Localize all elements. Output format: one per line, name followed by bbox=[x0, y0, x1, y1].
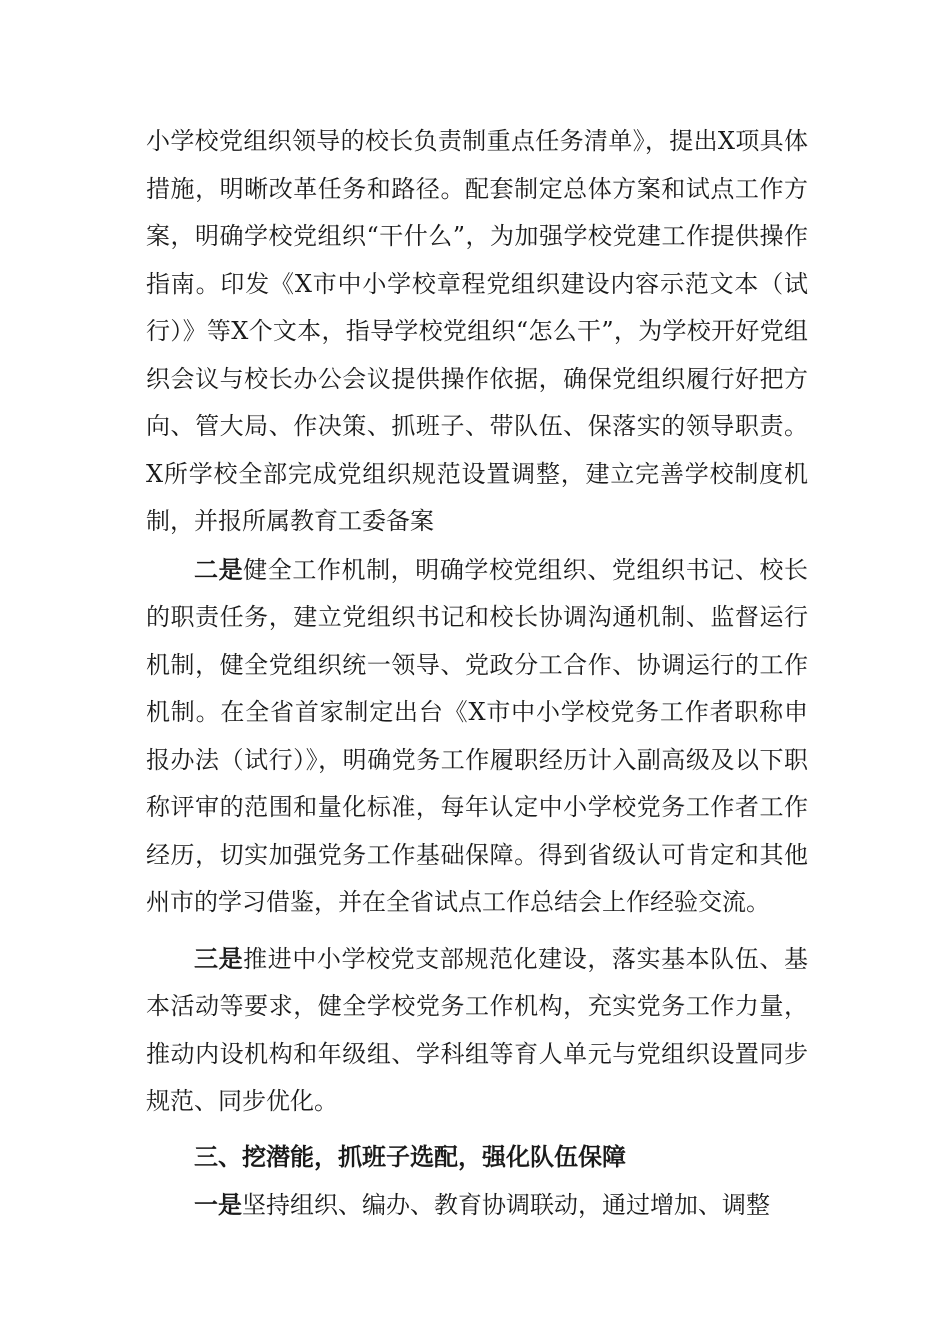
paragraph-continuation bbox=[146, 118, 808, 546]
paragraph-text: 小学校党组织领导的校长负责制重点任务清单》，提出X项具体措施，明晰改革任务和路径。配套制定总体方案和试点工作方案，明确学校党组织“干什么”，为加强学校党建工作提供操作指南。印发《X市中小学校章程党组织建设内容示范文本（试行）》等X个文本，指导学校党组织“怎么干”，为学校开好党组织会议与校长办公会议提供操作依据，确保党组织履行好把方向、管大局、作决策、抓班子、带队伍、保落实的领导职责。X所学校全部完成党组织规范设置调整，建立完善学校制度机制，并报所属教育工委备案 bbox=[146, 127, 808, 535]
paragraph-item-3 bbox=[146, 935, 808, 1126]
paragraph-item-2 bbox=[146, 546, 808, 927]
document-body bbox=[146, 118, 808, 1230]
paragraph-text: 坚持组织、编办、教育协调联动，通过增加、调整 bbox=[242, 1191, 770, 1219]
paragraph-lead: 一是 bbox=[194, 1190, 242, 1219]
paragraph-lead: 三是 bbox=[194, 943, 244, 973]
paragraph-lead: 二是 bbox=[194, 554, 244, 584]
section-heading: 三、挖潜能，抓班子选配，强化队伍保障 bbox=[194, 1142, 626, 1171]
paragraph-text: 健全工作机制，明确学校党组织、党组织书记、校长的职责任务，建立党组织书记和校长协调沟通机制、监督运行机制，健全党组织统一领导、党政分工合作、协调运行的工作机制。在全省首家制定出台《X市中小学校党务工作者职称申报办法（试行）》，明确党务工作履职经历计入副高级及以下职称评审的范围和量化标准，每年认定中小学校党务工作者工作经历，切实加强党务工作基础保障。得到省级认可肯定和其他州市的学习借鉴，并在全省试点工作总结会上作经验交流。 bbox=[146, 555, 809, 916]
paragraph-item-1 bbox=[146, 1181, 808, 1230]
paragraph-text: 推进中小学校党支部规范化建设，落实基本队伍、基本活动等要求，健全学校党务工作机构，充实党务工作力量，推动内设机构和年级组、学科组等育人单元与党组织设置同步规范、同步优化。 bbox=[146, 944, 809, 1115]
